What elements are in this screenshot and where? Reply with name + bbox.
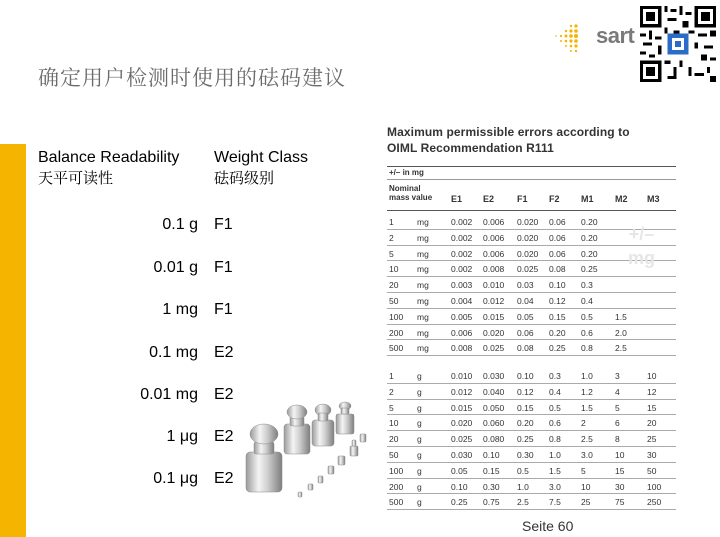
- readability-row: [38, 259, 368, 283]
- oiml-cell: 0.30: [483, 481, 500, 492]
- oiml-value: 200: [389, 481, 404, 492]
- oiml-cell: 0.040: [483, 386, 505, 397]
- oiml-unit: mg: [417, 264, 429, 275]
- oiml-cell: 8: [615, 434, 620, 445]
- oiml-cell: 0.06: [549, 248, 566, 259]
- slide-title: 确定用户检测时使用的砝码建议: [38, 66, 346, 90]
- col-f2: F2: [549, 194, 560, 204]
- oiml-cell: 0.10: [517, 371, 534, 381]
- oiml-cell: 0.06: [517, 327, 534, 338]
- oiml-cell: 0.008: [483, 264, 505, 275]
- oiml-cell: 0.002: [451, 217, 473, 227]
- oiml-value: 100: [389, 311, 404, 322]
- oiml-cell: 0.15: [483, 465, 500, 476]
- oiml-cell: 0.25: [581, 264, 598, 275]
- oiml-cell: 10: [615, 449, 625, 460]
- oiml-cell: 5: [615, 402, 620, 413]
- oiml-cell: 0.5: [581, 311, 593, 322]
- oiml-cell: 0.06: [549, 232, 566, 243]
- oiml-unit: mg: [417, 280, 429, 291]
- oiml-value: 1: [389, 217, 394, 227]
- oiml-cell: 0.012: [483, 295, 505, 306]
- oiml-unit: mg: [417, 217, 429, 227]
- oiml-cell: 0.020: [517, 232, 539, 243]
- page-number: Seite 60: [522, 518, 574, 534]
- oiml-value: 2: [389, 232, 394, 243]
- oiml-cell: 10: [581, 481, 591, 492]
- oiml-row: [387, 447, 676, 463]
- weight-class-value: E2: [214, 428, 234, 445]
- oiml-unit: g: [417, 465, 422, 476]
- oiml-unit: mg: [417, 311, 429, 322]
- header-readability-en: Balance Readability: [38, 149, 180, 166]
- oiml-cell: 0.10: [483, 449, 500, 460]
- col-e2: E2: [483, 194, 495, 204]
- nominal-label-line1: Nominal: [389, 184, 421, 193]
- readability-header-left: [38, 148, 179, 188]
- oiml-cell: 50: [647, 465, 657, 476]
- watermark-line2: mg: [628, 248, 655, 268]
- oiml-unit: g: [417, 418, 422, 429]
- oiml-cell: 0.015: [451, 402, 473, 413]
- oiml-cell: 7.5: [549, 497, 561, 508]
- oiml-cell: 0.008: [451, 343, 473, 354]
- oiml-cell: 0.030: [451, 449, 473, 460]
- oiml-cell: 1.0: [517, 481, 529, 492]
- oiml-cell: 30: [615, 481, 625, 492]
- oiml-cell: 0.15: [549, 311, 566, 322]
- oiml-row: [387, 463, 676, 479]
- oiml-cell: 3.0: [581, 449, 593, 460]
- oiml-unit: g: [417, 497, 422, 508]
- oiml-title: [383, 124, 680, 156]
- oiml-value: 2: [389, 386, 394, 397]
- oiml-cell: 0.20: [581, 217, 598, 227]
- oiml-cell: 0.3: [581, 280, 593, 291]
- readability-value: 0.1 g: [162, 216, 198, 233]
- oiml-row: [387, 400, 676, 416]
- oiml-cell: 0.08: [549, 264, 566, 275]
- oiml-value: 5: [389, 402, 394, 413]
- col-m2: M2: [615, 194, 628, 204]
- oiml-cell: 0.75: [483, 497, 500, 508]
- oiml-cell: 30: [647, 449, 657, 460]
- oiml-cell: 0.020: [517, 248, 539, 259]
- col-f1: F1: [517, 194, 528, 204]
- oiml-unit-label: +/– in mg: [387, 166, 676, 180]
- oiml-cell: 10: [647, 371, 657, 381]
- oiml-unit: mg: [417, 295, 429, 306]
- oiml-cell: 0.006: [451, 327, 473, 338]
- oiml-unit: g: [417, 371, 422, 381]
- readability-value: 1 mg: [162, 301, 198, 318]
- oiml-value: 10: [389, 418, 399, 429]
- oiml-rows-g: [387, 368, 676, 510]
- oiml-cell: 2.5: [581, 434, 593, 445]
- oiml-row: [387, 277, 676, 293]
- logo-text: sart: [596, 23, 635, 48]
- oiml-cell: 1.5: [549, 465, 561, 476]
- oiml-cell: 250: [647, 497, 662, 508]
- oiml-cell: 0.012: [451, 386, 473, 397]
- oiml-cell: 25: [581, 497, 591, 508]
- readability-header-right: [214, 148, 308, 188]
- oiml-cell: 1.0: [581, 371, 593, 381]
- readability-value: 0.1 mg: [149, 344, 198, 361]
- oiml-cell: 0.060: [483, 418, 505, 429]
- col-m3: M3: [647, 194, 660, 204]
- oiml-cell: 0.025: [517, 264, 539, 275]
- oiml-row: [387, 415, 676, 431]
- oiml-title-line1: Maximum permissible errors according to: [387, 125, 630, 139]
- oiml-cell: 0.003: [451, 280, 473, 291]
- oiml-cell: 0.5: [517, 465, 529, 476]
- weight-class-value: E2: [214, 344, 234, 361]
- oiml-cell: 0.002: [451, 264, 473, 275]
- oiml-value: 50: [389, 295, 399, 306]
- oiml-cell: 4: [615, 386, 620, 397]
- accent-bar: [0, 144, 26, 537]
- oiml-value: 200: [389, 327, 404, 338]
- nominal-label-line2: mass value: [389, 193, 433, 202]
- oiml-row: [387, 431, 676, 447]
- oiml-cell: 0.6: [581, 327, 593, 338]
- readability-value: 1 μg: [166, 428, 198, 445]
- col-m1: M1: [581, 194, 594, 204]
- calibration-weights-icon: [240, 400, 380, 537]
- oiml-cell: 12: [647, 386, 657, 397]
- oiml-unit: g: [417, 434, 422, 445]
- oiml-cell: 0.002: [451, 232, 473, 243]
- oiml-cell: 0.005: [451, 311, 473, 322]
- oiml-cell: 0.20: [517, 418, 534, 429]
- oiml-cell: 0.03: [517, 280, 534, 291]
- dot-grid-logo-icon: [548, 23, 582, 53]
- readability-value: 0.1 μg: [153, 470, 198, 487]
- oiml-row: [387, 479, 676, 495]
- weight-class-value: E2: [214, 386, 234, 403]
- watermark-line1: +/–: [628, 224, 655, 244]
- oiml-cell: 0.25: [517, 434, 534, 445]
- readability-value: 0.01 g: [153, 259, 198, 276]
- oiml-cell: 15: [615, 465, 625, 476]
- header-weight-class-zh: 砝码级别: [214, 169, 275, 187]
- oiml-cell: 0.5: [549, 402, 561, 413]
- oiml-value: 20: [389, 280, 399, 291]
- nominal-label: [389, 184, 432, 202]
- oiml-cell: 0.08: [517, 343, 534, 354]
- header-readability-zh: 天平可读性: [38, 169, 114, 187]
- oiml-cell: 0.04: [517, 295, 534, 306]
- oiml-value: 500: [389, 497, 404, 508]
- sartorius-logo: [548, 20, 640, 56]
- oiml-cell: 0.10: [549, 280, 566, 291]
- oiml-table: [383, 124, 680, 520]
- oiml-cell: 0.15: [517, 402, 534, 413]
- readability-value: 0.01 mg: [140, 386, 198, 403]
- oiml-cell: 0.20: [581, 248, 598, 259]
- oiml-cell: 2.5: [517, 497, 529, 508]
- oiml-row: [387, 340, 676, 356]
- watermark: [628, 222, 655, 270]
- oiml-row: [387, 309, 676, 325]
- readability-header: [38, 148, 368, 190]
- oiml-cell: 0.8: [581, 343, 593, 354]
- oiml-value: 10: [389, 264, 399, 275]
- oiml-unit: g: [417, 402, 422, 413]
- oiml-cell: 1.5: [615, 311, 627, 322]
- oiml-cell: 0.25: [451, 497, 468, 508]
- oiml-cell: 0.6: [549, 418, 561, 429]
- oiml-row: [387, 293, 676, 309]
- oiml-cell: 0.020: [517, 217, 539, 227]
- oiml-cell: 3.0: [549, 481, 561, 492]
- oiml-cell: 0.080: [483, 434, 505, 445]
- oiml-cell: 5: [581, 465, 586, 476]
- oiml-unit: mg: [417, 248, 429, 259]
- qr-code-icon: [640, 6, 716, 82]
- oiml-cell: 0.004: [451, 295, 473, 306]
- oiml-cell: 20: [647, 418, 657, 429]
- oiml-row: [387, 368, 676, 384]
- oiml-cell: 2.0: [615, 327, 627, 338]
- oiml-cell: 0.12: [549, 295, 566, 306]
- readability-row: [38, 301, 368, 325]
- oiml-value: 500: [389, 343, 404, 354]
- oiml-cell: 15: [647, 402, 657, 413]
- oiml-cell: 0.006: [483, 232, 505, 243]
- col-e1: E1: [451, 194, 463, 204]
- oiml-cell: 0.25: [549, 343, 566, 354]
- oiml-cell: 0.020: [483, 327, 505, 338]
- oiml-cell: 0.030: [483, 371, 505, 381]
- oiml-cell: 75: [615, 497, 625, 508]
- oiml-row: [387, 325, 676, 341]
- oiml-cell: 0.12: [517, 386, 534, 397]
- oiml-cell: 1.5: [581, 402, 593, 413]
- weight-class-value: F1: [214, 259, 233, 276]
- oiml-title-line2: OIML Recommendation R111: [387, 141, 554, 155]
- oiml-column-header: [387, 183, 676, 211]
- oiml-cell: 25: [647, 434, 657, 445]
- readability-table: [38, 148, 368, 487]
- oiml-cell: 0.4: [549, 386, 561, 397]
- oiml-cell: 0.20: [549, 327, 566, 338]
- oiml-value: 5: [389, 248, 394, 259]
- oiml-unit: mg: [417, 343, 429, 354]
- oiml-cell: 0.002: [451, 248, 473, 259]
- oiml-unit: g: [417, 481, 422, 492]
- oiml-cell: 3: [615, 371, 620, 381]
- oiml-cell: 0.3: [549, 371, 561, 381]
- oiml-cell: 0.10: [451, 481, 468, 492]
- oiml-unit: mg: [417, 232, 429, 243]
- oiml-unit: mg: [417, 327, 429, 338]
- oiml-cell: 100: [647, 481, 662, 492]
- oiml-cell: 2: [581, 418, 586, 429]
- weight-class-value: E2: [214, 470, 234, 487]
- weight-class-value: F1: [214, 216, 233, 233]
- oiml-cell: 0.06: [549, 217, 566, 227]
- oiml-cell: 0.30: [517, 449, 534, 460]
- header-weight-class-en: Weight Class: [214, 149, 308, 166]
- oiml-value: 100: [389, 465, 404, 476]
- oiml-row: [387, 494, 676, 510]
- oiml-cell: 0.050: [483, 402, 505, 413]
- oiml-cell: 6: [615, 418, 620, 429]
- oiml-cell: 0.020: [451, 418, 473, 429]
- oiml-unit: g: [417, 449, 422, 460]
- oiml-cell: 0.006: [483, 217, 505, 227]
- readability-row: [38, 216, 368, 240]
- oiml-cell: 0.20: [581, 232, 598, 243]
- oiml-cell: 0.05: [451, 465, 468, 476]
- weight-class-value: F1: [214, 301, 233, 318]
- oiml-cell: 0.025: [451, 434, 473, 445]
- oiml-cell: 0.006: [483, 248, 505, 259]
- oiml-value: 50: [389, 449, 399, 460]
- oiml-cell: 0.025: [483, 343, 505, 354]
- oiml-unit: g: [417, 386, 422, 397]
- oiml-value: 20: [389, 434, 399, 445]
- oiml-cell: 0.05: [517, 311, 534, 322]
- oiml-cell: 1.0: [549, 449, 561, 460]
- readability-row: [38, 344, 368, 368]
- oiml-cell: 0.015: [483, 311, 505, 322]
- oiml-row: [387, 384, 676, 400]
- oiml-cell: 0.010: [451, 371, 473, 381]
- oiml-cell: 0.4: [581, 295, 593, 306]
- oiml-cell: 2.5: [615, 343, 627, 354]
- oiml-cell: 0.010: [483, 280, 505, 291]
- oiml-value: 1: [389, 371, 394, 381]
- oiml-cell: 0.8: [549, 434, 561, 445]
- oiml-cell: 1.2: [581, 386, 593, 397]
